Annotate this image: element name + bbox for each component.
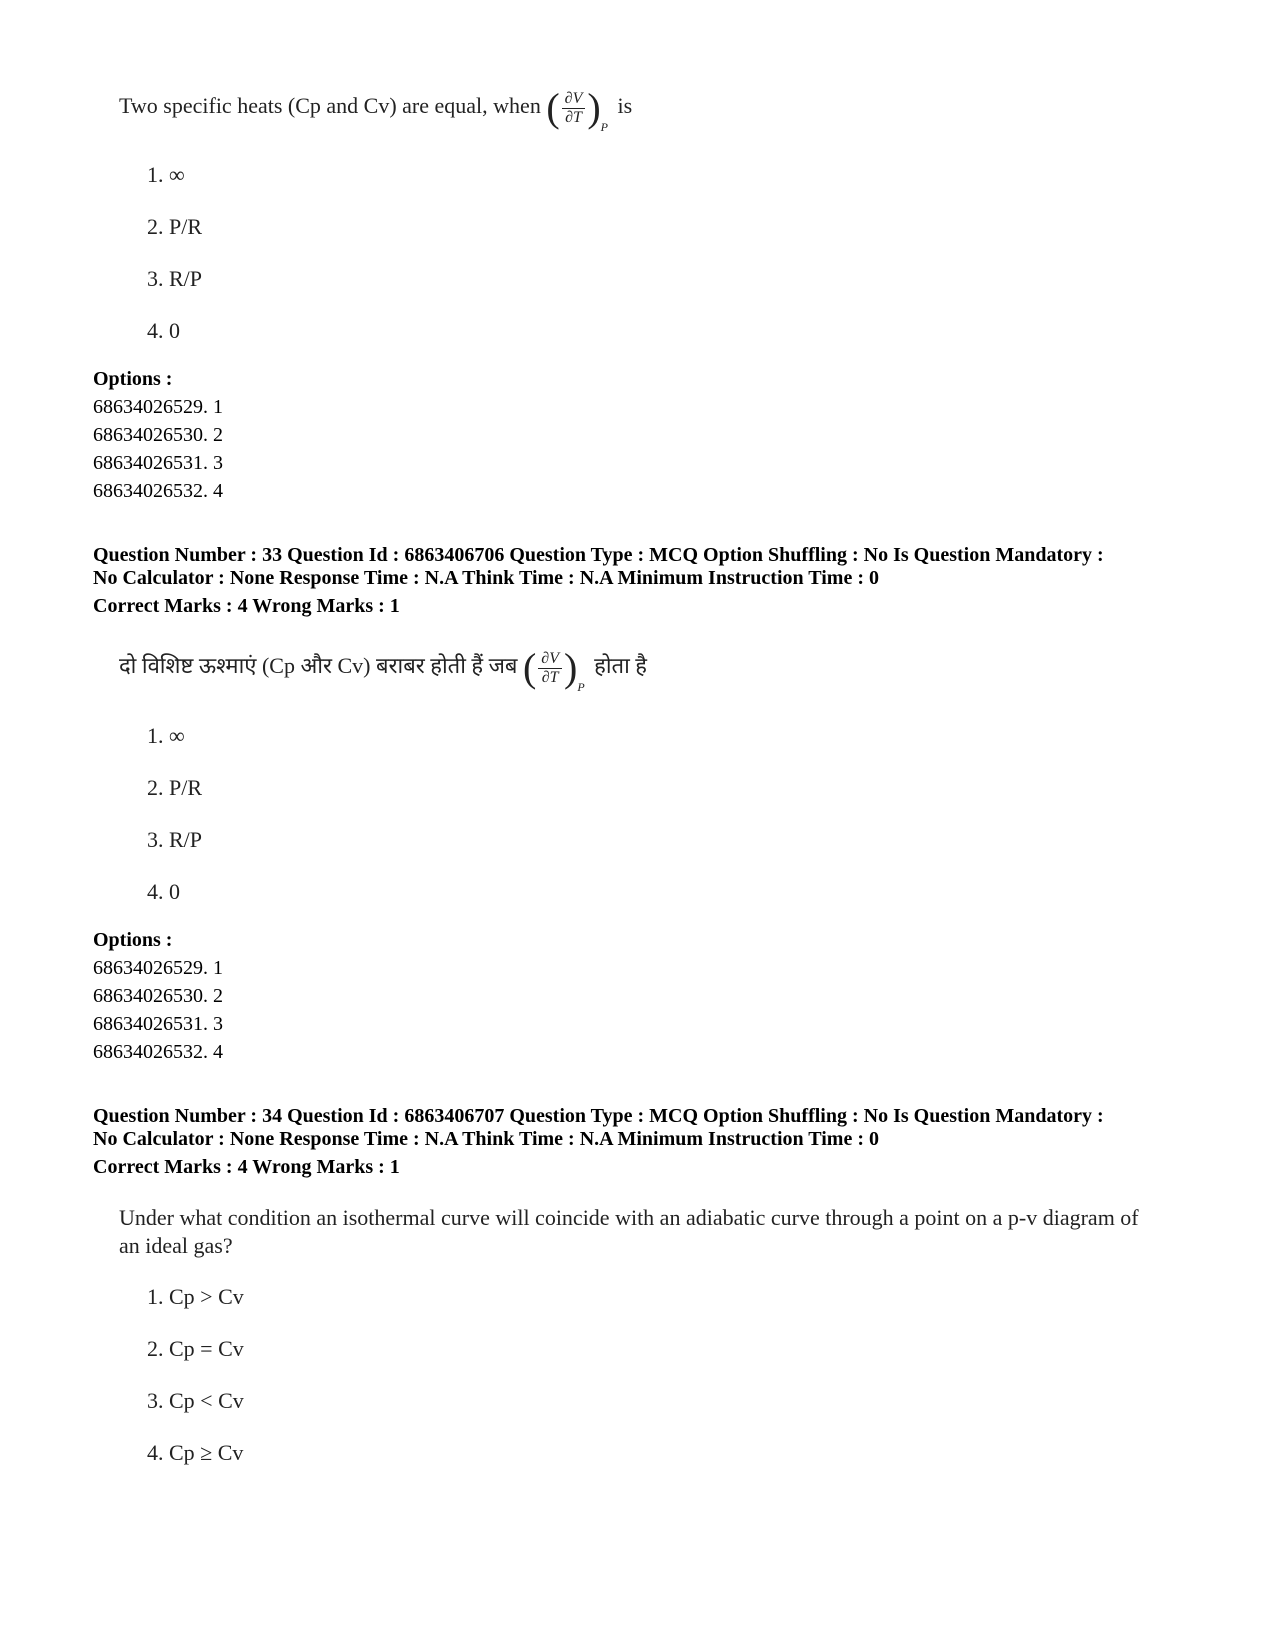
q32-choice-3: 3. R/P — [147, 266, 203, 291]
q33-text-post: होता है — [594, 653, 647, 679]
q33-marks: Correct Marks : 4 Wrong Marks : 1 — [93, 595, 400, 617]
q32-text-pre: Two specific heats (Cp and Cv) are equal, when — [119, 93, 541, 119]
q33-text-pre: दो विशिष्ट ऊश्माएं (Cp और Cv) बराबर होती हैं जब — [119, 653, 518, 679]
q33-option-3: 68634026531. 3 — [93, 1013, 223, 1035]
q34-choice-4: 4. Cp ≥ Cv — [147, 1440, 244, 1465]
q33-options-label: Options : — [93, 929, 173, 951]
q34-meta-line-1: Question Number : 34 Question Id : 6863406707 Question Type : MCQ Option Shuffling : No Is Question Mandatory : — [93, 1105, 1104, 1127]
q34-marks: Correct Marks : 4 Wrong Marks : 1 — [93, 1156, 400, 1178]
q33-meta-line-1: Question Number : 33 Question Id : 6863406706 Question Type : MCQ Option Shuffling : No Is Question Mandatory : — [93, 544, 1104, 566]
q33-meta-line-2: No Calculator : None Response Time : N.A Think Time : N.A Minimum Instruction Time : 0 — [93, 567, 879, 589]
q32-text-post: is — [617, 93, 633, 119]
q33-choice-4: 4. 0 — [147, 879, 180, 904]
q34-choice-2: 2. Cp = Cv — [147, 1336, 244, 1361]
q32-option-3: 68634026531. 3 — [93, 452, 223, 474]
q34-meta-line-2: No Calculator : None Response Time : N.A Think Time : N.A Minimum Instruction Time : 0 — [93, 1128, 879, 1150]
q32-choice-4: 4. 0 — [147, 318, 180, 343]
q32-choice-1: 1. ∞ — [147, 162, 185, 187]
q33-choice-1: 1. ∞ — [147, 723, 185, 748]
q32-choice-2: 2. P/R — [147, 214, 203, 239]
q32-options-label: Options : — [93, 368, 173, 390]
q32-question-text: Two specific heats (Cp and Cv) are equal, when ( $\frac{\partial V}{\partial T}$ )$_P$ is — [119, 85, 633, 135]
q32-option-1: 68634026529. 1 — [93, 396, 223, 418]
q32-option-4: 68634026532. 4 — [93, 480, 223, 502]
q32-option-2: 68634026530. 2 — [93, 424, 223, 446]
q33-question-text: दो विशिष्ट ऊश्माएं (Cp और Cv) बराबर होती हैं जब ( $\frac{\partial V}{\partial T}$ )$_P$ होता है — [119, 645, 647, 695]
q33-choice-3: 3. R/P — [147, 827, 203, 852]
q33-option-2: 68634026530. 2 — [93, 985, 223, 1007]
q33-choice-2: 2. P/R — [147, 775, 203, 800]
q32-derivative-fraction: $\frac{\partial V}{\partial T}$ — [562, 90, 586, 127]
q34-choice-3: 3. Cp < Cv — [147, 1388, 244, 1413]
q33-option-1: 68634026529. 1 — [93, 957, 223, 979]
q33-option-4: 68634026532. 4 — [93, 1041, 223, 1063]
q33-derivative-fraction: $\frac{\partial V}{\partial T}$ — [538, 650, 562, 687]
q34-question-text: Under what condition an isothermal curve will coincide with an adiabatic curve through a point on a p-v diagram of an ideal gas? — [119, 1205, 1139, 1258]
q34-choice-1: 1. Cp > Cv — [147, 1284, 244, 1309]
